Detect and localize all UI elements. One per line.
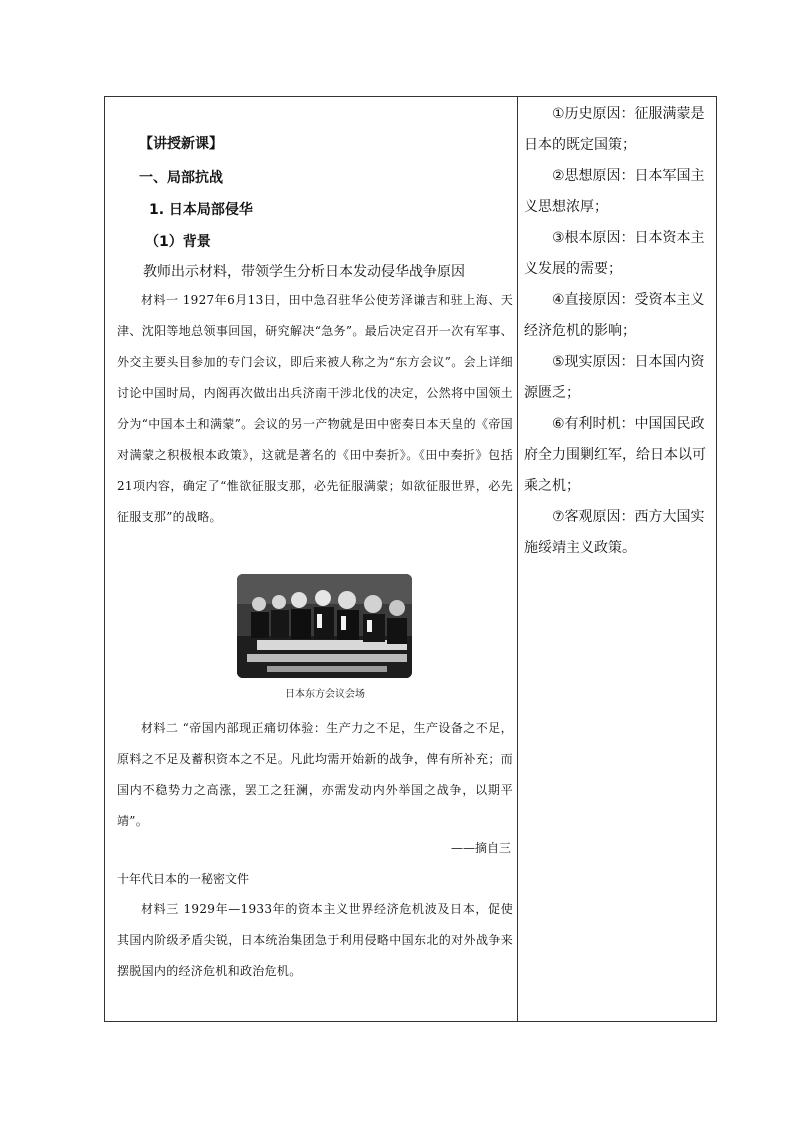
- material-three-paragraph: 材料三 1929年—1933年的资本主义世界经济危机波及日本，促使其国内阶级矛盾尖锐，日本统治集团急于利用侵略中国东北的对外战争来摆脱国内的经济危机和政治危机。: [117, 902, 513, 978]
- reason-ideological: ②思想原因：日本军国主义思想浓厚；: [524, 168, 705, 215]
- reason-direct: ④直接原因：受资本主义经济危机的影响；: [524, 292, 705, 339]
- reason-fundamental: ③根本原因：日本资本主义发展的需要；: [524, 230, 705, 277]
- source-citation-line-1: ——摘自三: [450, 841, 511, 855]
- reason-opportunity: ⑥有利时机：中国国民政府全力围剿红军，给日本以可乘之机；: [524, 416, 706, 494]
- eastern-conference-photo: [237, 574, 412, 678]
- reason-historical: ①历史原因：征服满蒙是日本的既定国策；: [524, 106, 705, 153]
- heading-background: （1）背景: [145, 234, 211, 250]
- material-two-paragraph: 材料二 “帝国内部现正痛切体验：生产力之不足，生产设备之不足，原料之不足及蓄积资本之不足。凡此均需开始新的战争，俾有所补充；而国内不稳势力之高涨，罢工之狂澜，亦需发动内外举国之战争，以期平靖”。: [117, 721, 513, 828]
- photo-caption: 日本东方会议会场: [285, 689, 365, 700]
- conference-photo-image: [237, 574, 412, 678]
- lesson-table: [104, 96, 717, 1022]
- teacher-intro-text: 教师出示材料，带领学生分析日本发动侵华战争原因: [143, 264, 465, 280]
- heading-japan-invasion: 1. 日本局部侵华: [149, 202, 253, 218]
- source-citation-line-2: 十年代日本的一秘密文件: [117, 872, 250, 886]
- reason-objective: ⑦客观原因：西方大国实施绥靖主义政策。: [524, 509, 705, 556]
- section-title: 【讲授新课】: [139, 136, 223, 152]
- heading-local-resistance: 一、局部抗战: [139, 170, 223, 186]
- reason-practical: ⑤现实原因：日本国内资源匮乏；: [524, 354, 705, 401]
- teaching-content-column: [105, 97, 517, 1021]
- material-one-paragraph: 材料一 1927年6月13日，田中急召驻华公使芳泽谦吉和驻上海、天津、沈阳等地总领事回国，研究解决“急务”。最后决定召开一次有军事、外交主要头目参加的专门会议，即后来被人称之为“东方会议”。会上详细讨论中国时局，内阁再次做出出兵济南干涉北伐的决定，公然将中国领土分为“中国本土和满蒙”。会议的另一产物就是田中密奏日本天皇的《帝国对满蒙之积极根本政策》，这就是著名的《田中奏折》。《田中奏折》包括21项内容，确定了“惟欲征服支那，必先征服满蒙；如欲征服世界，必先征服支那”的战略。: [117, 293, 513, 524]
- reasons-column: [518, 97, 716, 1021]
